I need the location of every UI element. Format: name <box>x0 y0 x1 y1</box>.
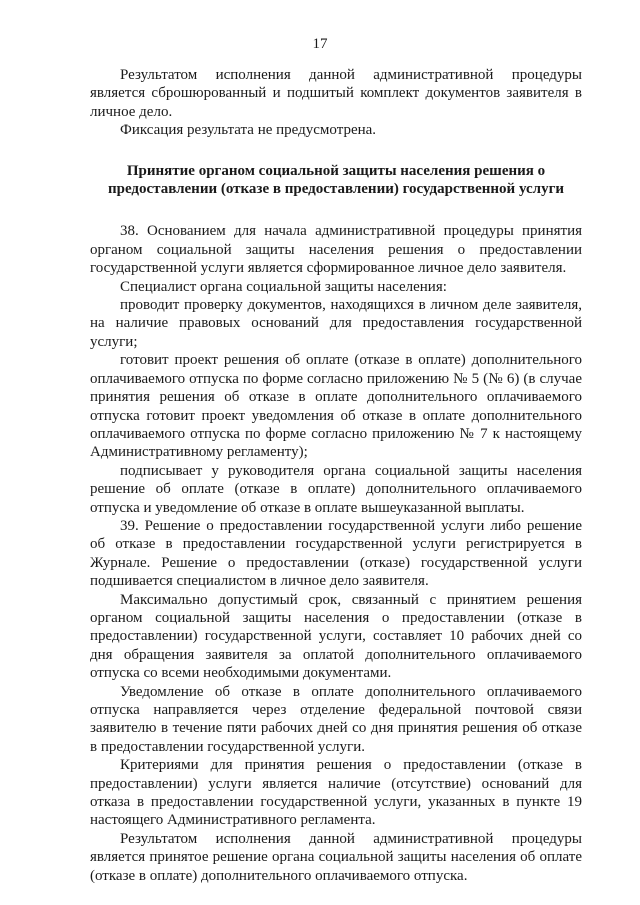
section-heading <box>90 162 582 199</box>
section-heading-line: предоставлении (отказе в предоставлении) государственной услуги <box>107 181 565 198</box>
paragraph: 39. Решение о предоставлении государственной услуги либо решение об отказе в предоставлении государственной услуги регистрируется в Журнале. Решение о предоставлении (отказе) государственной услуги подшивается специалистом в личное дело заявителя. <box>90 517 582 590</box>
paragraph: 38. Основанием для начала административной процедуры принятия органом социальной защиты населения решения о предоставлении государственной услуги является сформированное личное дело заявителя. <box>90 223 582 277</box>
paragraph: Максимально допустимый срок, связанный с принятием решения органом социальной защиты населения о предоставлении (отказе в предоставлении) государственной услуги, составляет 10 рабочих дней со дня обращения заявителя за оплатой дополнительного оплачиваемого отпуска со всеми необходимыми документами. <box>90 591 582 682</box>
paragraph: Уведомление об отказе в оплате дополнительного оплачиваемого отпуска направляется через отделение федеральной почтовой связи заявителю в течение пяти рабочих дней со дня принятия решения об отказе в предоставлении государственной услуги. <box>90 683 582 755</box>
paragraph: Специалист органа социальной защиты населения: <box>120 278 447 295</box>
paragraph: Результатом исполнения данной административной процедуры является сброшюрованный и подшитый комплект документов заявителя в личное дело. <box>90 67 582 120</box>
page-number: 17 <box>312 36 328 52</box>
section-heading-line: Принятие органом социальной защиты населения решения о <box>126 162 546 179</box>
paragraph: готовит проект решения об оплате (отказе в оплате) дополнительного оплачиваемого отпуска по форме согласно приложению № 5 (№ 6) (в случае принятия решения об отказе в оплате дополнительного оплачиваемого отпуска готовит проект уведомления об отказе в оплате дополнительного оплачиваемого отпуска по форме согласно приложению № 7 к настоящему Административному регламенту); <box>90 352 582 461</box>
paragraph: Фиксация результата не предусмотрена. <box>120 122 377 139</box>
paragraph: подписывает у руководителя органа социальной защиты населения решение об оплате (отказе в оплате) дополнительного оплачиваемого отпуска и уведомление об отказе в оплате вышеуказанной выплаты. <box>90 462 582 516</box>
paragraph: проводит проверку документов, находящихся в личном деле заявителя, на наличие правовых оснований для предоставления государственной услуги; <box>90 297 582 350</box>
paragraph: Результатом исполнения данной административной процедуры является принятое решение органа социальной защиты населения об оплате (отказе в оплате) дополнительного оплачиваемого отпуска. <box>90 830 582 884</box>
paragraph: Критериями для принятия решения о предоставлении (отказе в предоставлении) услуги является наличие (отсутствие) оснований для отказа в предоставлении государственной услуги, указанных в пункте 19 настоящего Административного регламента. <box>90 757 582 829</box>
document-body <box>90 66 582 885</box>
